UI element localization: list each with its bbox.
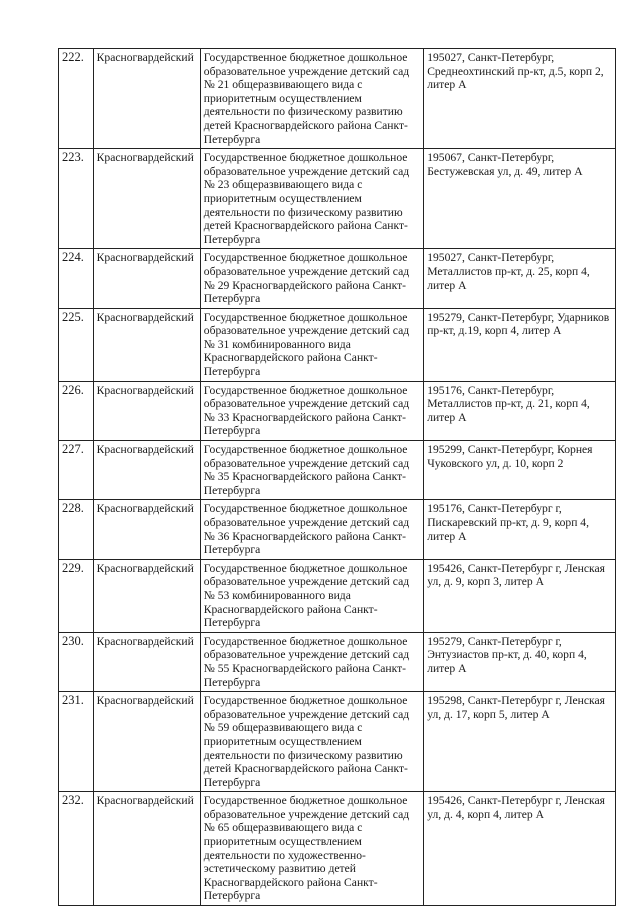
- address-cell: 195299, Санкт-Петербург, Корнея Чуковского ул, д. 10, корп 2: [424, 441, 616, 500]
- institution-name-cell: Государственное бюджетное дошкольное образовательное учреждение детский сад № 35 Красногвардейского района Санкт-Петербурга: [200, 441, 423, 500]
- table-row: [59, 632, 616, 691]
- district-cell: Красногвардейский: [93, 441, 200, 500]
- table-row: [59, 308, 616, 381]
- table-row: [59, 441, 616, 500]
- table-row: [59, 149, 616, 249]
- table-row: [59, 249, 616, 308]
- district-cell: Красногвардейский: [93, 692, 200, 792]
- row-number: 231.: [59, 692, 94, 792]
- row-number: 224.: [59, 249, 94, 308]
- institution-name-cell: Государственное бюджетное дошкольное образовательное учреждение детский сад № 55 Красногвардейского района Санкт-Петербурга: [200, 632, 423, 691]
- row-number: 229.: [59, 559, 94, 632]
- address-cell: 195426, Санкт-Петербург г, Ленская ул, д. 4, корп 4, литер А: [424, 792, 616, 906]
- row-number: 232.: [59, 792, 94, 906]
- address-cell: 195176, Санкт-Петербург, Металлистов пр-кт, д. 21, корп 4, литер А: [424, 381, 616, 440]
- address-cell: 195027, Санкт-Петербург, Среднеохтинский пр-кт, д.5, корп 2, литер А: [424, 49, 616, 149]
- institution-name-cell: Государственное бюджетное дошкольное образовательное учреждение детский сад № 53 комбинированного вида Красногвардейского района Санкт-Петербурга: [200, 559, 423, 632]
- table-row: [59, 559, 616, 632]
- table-row: [59, 49, 616, 149]
- institution-name-cell: Государственное бюджетное дошкольное образовательное учреждение детский сад № 29 Красногвардейского района Санкт-Петербурга: [200, 249, 423, 308]
- table-row: [59, 500, 616, 559]
- row-number: 225.: [59, 308, 94, 381]
- institution-name-cell: Государственное бюджетное дошкольное образовательное учреждение детский сад № 23 общеразвивающего вида с приоритетным осуществлением деятельности по физическому развитию детей Красногвардейского района Санкт-Петербурга: [200, 149, 423, 249]
- address-cell: 195279, Санкт-Петербург, Ударников пр-кт, д.19, корп 4, литер А: [424, 308, 616, 381]
- district-cell: Красногвардейский: [93, 49, 200, 149]
- row-number: 230.: [59, 632, 94, 691]
- institution-name-cell: Государственное бюджетное дошкольное образовательное учреждение детский сад № 36 Красногвардейского района Санкт-Петербурга: [200, 500, 423, 559]
- district-cell: Красногвардейский: [93, 249, 200, 308]
- institution-name-cell: Государственное бюджетное дошкольное образовательное учреждение детский сад № 65 общеразвивающего вида с приоритетным осуществлением деятельности по художественно-эстетическому развитию детей Красногвардейского района Санкт-Петербурга: [200, 792, 423, 906]
- address-cell: 195067, Санкт-Петербург, Бестужевская ул, д. 49, литер А: [424, 149, 616, 249]
- district-cell: Красногвардейский: [93, 149, 200, 249]
- row-number: 227.: [59, 441, 94, 500]
- district-cell: Красногвардейский: [93, 792, 200, 906]
- address-cell: 195279, Санкт-Петербург г, Энтузиастов пр-кт, д. 40, корп 4, литер А: [424, 632, 616, 691]
- table-row: [59, 692, 616, 792]
- address-cell: 195298, Санкт-Петербург г, Ленская ул, д. 17, корп 5, литер А: [424, 692, 616, 792]
- address-cell: 195176, Санкт-Петербург г, Пискаревский пр-кт, д. 9, корп 4, литер А: [424, 500, 616, 559]
- address-cell: 195426, Санкт-Петербург г, Ленская ул, д. 9, корп 3, литер А: [424, 559, 616, 632]
- district-cell: Красногвардейский: [93, 381, 200, 440]
- district-cell: Красногвардейский: [93, 632, 200, 691]
- institution-name-cell: Государственное бюджетное дошкольное образовательное учреждение детский сад № 21 общеразвивающего вида с приоритетным осуществлением деятельности по физическому развитию детей Красногвардейского района Санкт-Петербурга: [200, 49, 423, 149]
- row-number: 223.: [59, 149, 94, 249]
- row-number: 228.: [59, 500, 94, 559]
- row-number: 222.: [59, 49, 94, 149]
- institutions-table: [58, 48, 616, 906]
- table-row: [59, 792, 616, 906]
- district-cell: Красногвардейский: [93, 308, 200, 381]
- table-row: [59, 381, 616, 440]
- institution-name-cell: Государственное бюджетное дошкольное образовательное учреждение детский сад № 33 Красногвардейского района Санкт-Петербурга: [200, 381, 423, 440]
- district-cell: Красногвардейский: [93, 500, 200, 559]
- institution-name-cell: Государственное бюджетное дошкольное образовательное учреждение детский сад № 59 общеразвивающего вида с приоритетным осуществлением деятельности по физическому развитию детей Красногвардейского района Санкт-Петербурга: [200, 692, 423, 792]
- institution-name-cell: Государственное бюджетное дошкольное образовательное учреждение детский сад № 31 комбинированного вида Красногвардейского района Санкт-Петербурга: [200, 308, 423, 381]
- row-number: 226.: [59, 381, 94, 440]
- address-cell: 195027, Санкт-Петербург, Металлистов пр-кт, д. 25, корп 4, литер А: [424, 249, 616, 308]
- district-cell: Красногвардейский: [93, 559, 200, 632]
